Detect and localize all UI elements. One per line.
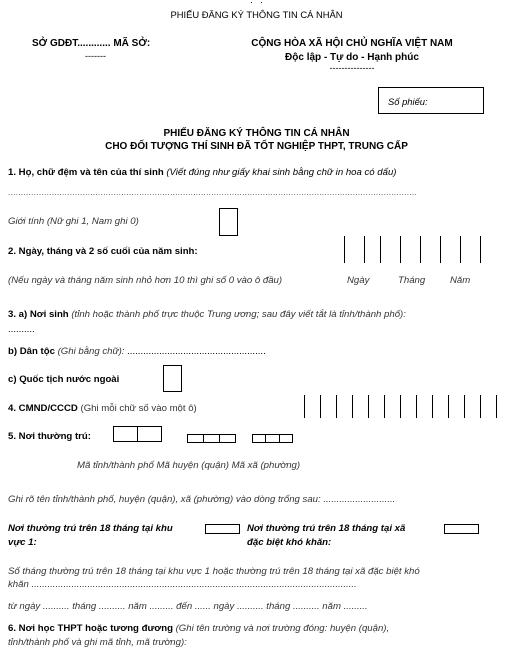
s4-line [8,403,197,414]
s3c-label: c) Quốc tịch nước ngoài [8,374,120,385]
s4-label: 4. CMND/CCCD [8,403,78,414]
s5-codes: Mã tỉnh/thành phố Mã huyện (quận) Mã xã (phường) [77,460,301,471]
header-title: PHIẾU ĐĂNG KÝ THÔNG TIN CÁ NHÂN [170,9,343,20]
s4-hint: (Ghi mỗi chữ số vào một ô) [80,403,197,414]
gender-label: Giới tính (Nữ ghi 1, Nam ghi 0) [8,216,139,227]
nationality-box[interactable] [163,365,182,392]
gender-box[interactable] [219,208,238,236]
id-cells[interactable] [304,395,497,418]
form-title-2: CHO ĐỐI TƯỢNG THÍ SINH ĐÃ TỐT NGHIỆP THPT, TRUNG CẤP [105,141,408,152]
s2-hint: (Nếu ngày và tháng năm sinh nhỏ hơn 10 thì ghi số 0 vào ô đầu) [8,275,283,286]
residence-area1-box[interactable] [205,524,240,534]
s1-hint: (Viết đúng như giấy khai sinh bằng chữ in hoa có dấu) [166,167,397,178]
s3a-hint: (tỉnh hoặc thành phố trực thuộc Trung ương; sau đây viết tắt là tỉnh/thành phố): [71,309,406,320]
s6-hint-2: tỉnh/thành phố và ghi mã tỉnh, mã trường): [8,637,187,648]
motto-dashes: --------------- [329,63,375,73]
month-label: Tháng [398,275,426,286]
residence-right-2: đặc biệt khó khăn: [247,537,332,548]
header-dots: . . [250,0,263,5]
residence-months-2[interactable]: khăn .......................................................................................................................... [8,579,357,590]
residence-left-2: vực 1: [8,537,37,548]
residence-period[interactable]: từ ngày .......... tháng .......... năm ......... đến ...... ngày .......... tháng .......... năm ......... [8,601,368,612]
so-dashes: ------- [85,51,106,61]
residence-right-1: Nơi thường trú trên 18 tháng tại xã [247,523,406,534]
republic-title: CỘNG HÒA XÃ HỘI CHỦ NGHĨA VIỆT NAM [251,38,453,49]
s6-line [8,623,389,634]
province-code-box[interactable] [113,426,162,442]
s3a-dots[interactable]: .......... [8,324,35,335]
form-title-1: PHIẾU ĐĂNG KÝ THÔNG TIN CÁ NHÂN [163,128,350,139]
s6-hint-1: (Ghi tên trường và nơi trường đóng: huyện (quận), [175,623,390,634]
s3b-hint: (Ghi bằng chữ): [57,346,125,357]
year-label: Năm [450,275,471,286]
s3b-label: b) Dân tộc [8,346,55,357]
s5-note: Ghi rõ tên tỉnh/thành phố, huyện (quận), xã (phường) vào dòng trống sau: ........................... [8,494,396,505]
residence-hardship-box[interactable] [444,524,479,534]
district-code-box[interactable] [187,434,236,443]
s2-label: 2. Ngày, tháng và 2 số cuối của năm sinh: [8,246,198,257]
s3b-line [8,346,266,357]
s1-line [8,167,397,178]
s6-label: 6. Nơi học THPT hoặc tương đương [8,623,173,634]
residence-left-1: Nơi thường trú trên 18 tháng tại khu [8,523,173,534]
s5-label: 5. Nơi thường trú: [8,431,91,442]
s3a-line [8,309,406,320]
residence-months-1: Số tháng thường trú trên 18 tháng tại khu vực 1 hoặc thường trú trên 18 tháng tại xã đặc biệt khó [8,566,420,577]
s3a-label: 3. a) Nơi sinh [8,309,69,320]
so-gddt: SỞ GDĐT............ MÃ SỞ: [32,38,151,49]
so-phieu-label: Số phiếu: [388,96,428,107]
ward-code-box[interactable] [252,434,293,443]
motto: Độc lập - Tự do - Hạnh phúc [285,52,419,63]
dob-cells[interactable] [344,236,481,263]
s1-dots[interactable]: ............................................................................................................................................................... [8,188,418,197]
s1-label: 1. Họ, chữ đệm và tên của thí sinh [8,167,164,178]
s3b-dots[interactable]: .................................................... [127,346,266,357]
day-label: Ngày [347,275,370,286]
